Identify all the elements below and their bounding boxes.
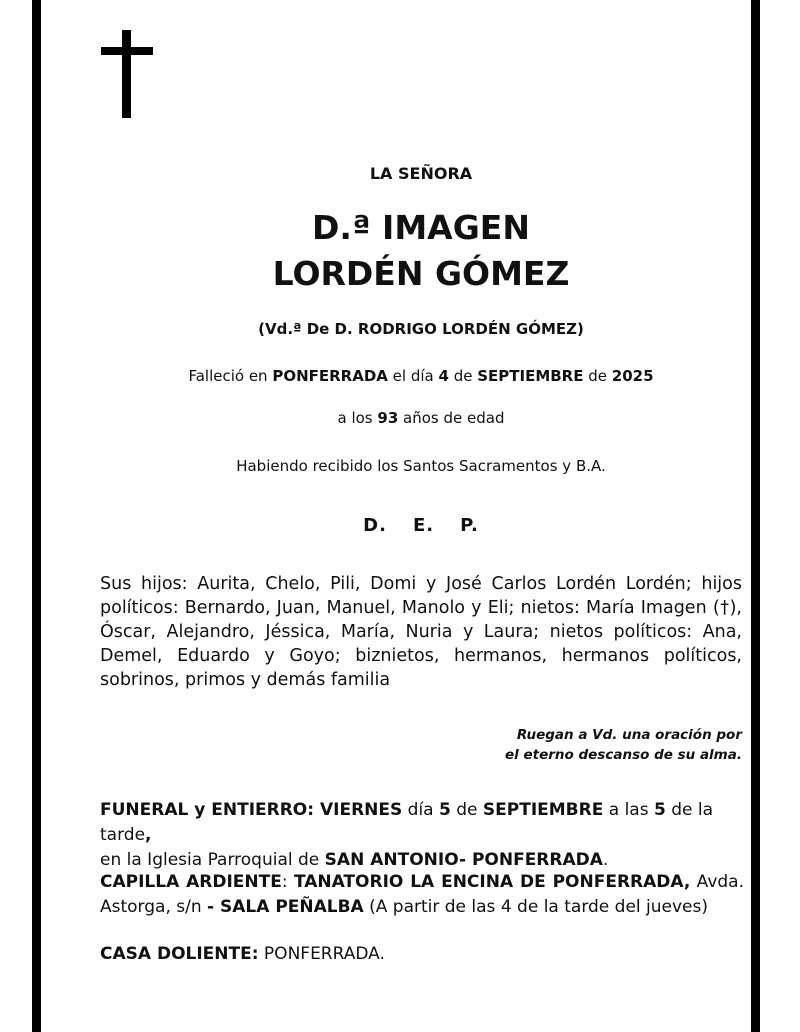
- family-paragraph: Sus hijos: Aurita, Chelo, Pili, Domi y José Carlos Lordén Lordén; hijos políticos: Bernardo, Juan, Manuel, Manolo y Eli; nietos: María Imagen (†), Óscar, Alejandro, Jéssica, María, Nuria y Laura; nietos políticos: Ana, Demel, Eduardo y Goyo; biznietos, hermanos, hermanos políticos, sobrinos, primos y demás familia: [100, 574, 742, 690]
- cross-icon: [101, 30, 153, 120]
- dep-letters: D. E. P.: [363, 515, 479, 536]
- age-info: a los 93 años de edad: [337, 409, 505, 427]
- casa-doliente-info: CASA DOLIENTE: PONFERRADA.: [100, 944, 385, 964]
- widow-of: (Vd.ª De D. RODRIGO LORDÉN GÓMEZ): [258, 320, 584, 338]
- death-info: Falleció en PONFERRADA el día 4 de SEPTIEMBRE de 2025: [188, 367, 654, 385]
- title-label: LA SEÑORA: [369, 164, 473, 183]
- deceased-name-line2: LORDÉN GÓMEZ: [272, 254, 570, 293]
- prayer-request: Ruegan a Vd. una oración por el eterno descanso de su alma.: [505, 727, 742, 763]
- funeral-info: FUNERAL y ENTIERRO: VIERNES día 5 de SEPTIEMBRE a las 5 de la tarde, en la Iglesia Parroquial de SAN ANTONIO- PONFERRADA.: [100, 800, 714, 870]
- capilla-info: CAPILLA ARDIENTE: TANATORIO LA ENCINA DE PONFERRADA, Avda. Astorga, s/n - SALA PEÑALBA (A partir de las 4 de la tarde del jueves): [100, 872, 744, 917]
- sacraments-text: Habiendo recibido los Santos Sacramentos y B.A.: [236, 457, 606, 475]
- deceased-name-line1: D.ª IMAGEN: [312, 208, 530, 247]
